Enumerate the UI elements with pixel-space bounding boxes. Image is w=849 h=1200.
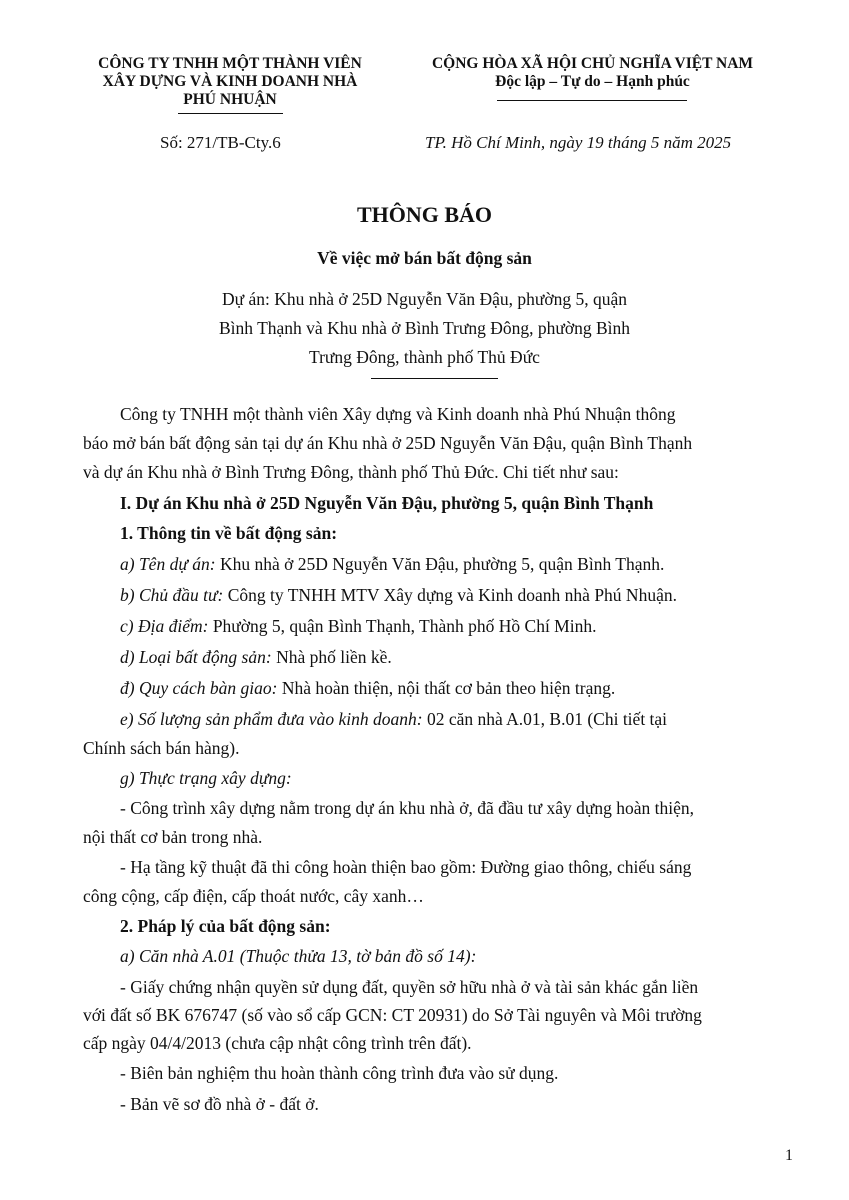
- site-drawing: - Bản vẽ sơ đồ nhà ở - đất ở.: [120, 1094, 319, 1114]
- intro-line: và dự án Khu nhà ở Bình Trưng Đông, thành phố Thủ Đức. Chi tiết như sau:: [83, 462, 619, 482]
- item-quantity: [120, 709, 667, 730]
- item-location: [120, 616, 596, 637]
- item-value: Công ty TNHH MTV Xây dựng và Kinh doanh nhà Phú Nhuận.: [223, 585, 677, 605]
- intro-line: báo mở bán bất động sản tại dự án Khu nhà ở 25D Nguyễn Văn Đậu, quận Bình Thạnh: [83, 433, 693, 453]
- item-label: đ) Quy cách bàn giao:: [120, 678, 278, 698]
- national-motto: Độc lập – Tự do – Hạnh phúc: [495, 73, 690, 90]
- project-line: Bình Thạnh và Khu nhà ở Bình Trưng Đông, phường Bình: [219, 318, 630, 338]
- item-label: c) Địa điểm:: [120, 616, 209, 636]
- company-underline: [178, 113, 283, 114]
- item-property-type: [120, 647, 392, 668]
- project-line: Trưng Đông, thành phố Thủ Đức: [309, 347, 540, 367]
- company-name-line1: CÔNG TY TNHH MỘT THÀNH VIÊN: [98, 55, 362, 72]
- item-label: d) Loại bất động sản:: [120, 647, 272, 667]
- document-title: THÔNG BÁO: [356, 202, 493, 227]
- acceptance-minutes: - Biên bản nghiệm thu hoàn thành công trình đưa vào sử dụng.: [120, 1063, 559, 1083]
- item-handover: [120, 678, 615, 699]
- subsection-heading: 1. Thông tin về bất động sản:: [120, 523, 338, 543]
- subsection-heading: 2. Pháp lý của bất động sản:: [120, 916, 331, 936]
- place-date: TP. Hồ Chí Minh, ngày 19 tháng 5 năm 2025: [425, 133, 732, 152]
- infrastructure-bullet: - Hạ tầng kỹ thuật đã thi công hoàn thiện bao gồm: Đường giao thông, chiếu sáng: [120, 857, 692, 877]
- certificate-line: với đất số BK 676747 (số vào sổ cấp GCN: CT 20931) do Sở Tài nguyên và Môi trường: [83, 1005, 702, 1025]
- construction-bullet-cont: nội thất cơ bản trong nhà.: [83, 827, 263, 847]
- company-name-line2: XÂY DỰNG VÀ KINH DOANH NHÀ: [102, 73, 358, 90]
- item-investor: [120, 585, 677, 606]
- item-quantity-cont: Chính sách bán hàng).: [83, 738, 240, 758]
- page-number: 1: [785, 1147, 793, 1164]
- national-title-line1: CỘNG HÒA XÃ HỘI CHỦ NGHĨA VIỆT NAM: [431, 55, 754, 72]
- certificate-line: cấp ngày 04/4/2013 (chưa cập nhật công trình trên đất).: [83, 1033, 472, 1053]
- project-description: [0, 285, 849, 372]
- section-heading: I. Dự án Khu nhà ở 25D Nguyễn Văn Đậu, phường 5, quận Bình Thạnh: [120, 493, 654, 513]
- company-name: [70, 55, 390, 109]
- document-subject: Về việc mở bán bất động sản: [317, 248, 532, 268]
- item-value: Khu nhà ở 25D Nguyễn Văn Đậu, phường 5, quận Bình Thạnh.: [215, 554, 665, 574]
- item-value: Phường 5, quận Bình Thạnh, Thành phố Hồ Chí Minh.: [208, 616, 597, 636]
- company-name-line3: PHÚ NHUẬN: [183, 91, 277, 108]
- item-project-name: [120, 554, 664, 575]
- infrastructure-bullet-cont: công cộng, cấp điện, cấp thoát nước, cây xanh…: [83, 886, 424, 906]
- title-divider: [371, 378, 498, 379]
- item-label: a) Tên dự án:: [120, 554, 216, 574]
- item-house-a01: a) Căn nhà A.01 (Thuộc thửa 13, tờ bản đồ số 14):: [120, 946, 477, 966]
- certificate-line: - Giấy chứng nhận quyền sử dụng đất, quyền sở hữu nhà ở và tài sản khác gắn liền: [120, 977, 699, 997]
- project-line: Dự án: Khu nhà ở 25D Nguyễn Văn Đậu, phường 5, quận: [221, 289, 628, 309]
- construction-bullet: - Công trình xây dựng nằm trong dự án khu nhà ở, đã đầu tư xây dựng hoàn thiện,: [120, 798, 695, 818]
- item-value: Nhà phố liền kề.: [271, 647, 392, 667]
- motto-underline: [497, 100, 687, 101]
- document-number: Số: 271/TB-Cty.6: [160, 133, 281, 152]
- item-value: Nhà hoàn thiện, nội thất cơ bản theo hiện trạng.: [277, 678, 616, 698]
- national-title: [395, 55, 790, 91]
- item-value: 02 căn nhà A.01, B.01 (Chi tiết tại: [422, 709, 668, 729]
- item-construction-status: g) Thực trạng xây dựng:: [120, 768, 292, 788]
- intro-line: Công ty TNHH một thành viên Xây dựng và Kinh doanh nhà Phú Nhuận thông: [120, 404, 676, 424]
- item-label: b) Chủ đầu tư:: [120, 585, 224, 605]
- item-label: e) Số lượng sản phẩm đưa vào kinh doanh:: [120, 709, 423, 729]
